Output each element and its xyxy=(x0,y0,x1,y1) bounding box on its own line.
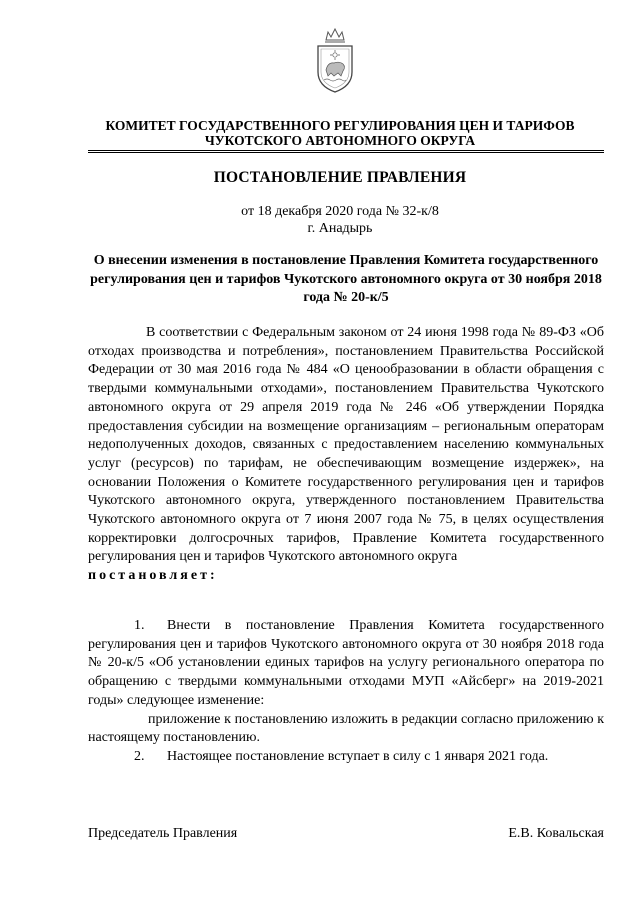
organization-name-line1: КОМИТЕТ ГОСУДАРСТВЕННОГО РЕГУЛИРОВАНИЯ ЦЕН И ТАРИФОВ xyxy=(105,118,575,133)
decree-item-2 xyxy=(88,748,604,767)
header-divider xyxy=(88,150,604,151)
decree-item-text: Внести в постановление Правления Комитета государственного регулирования цен и тарифов Чукотского автономного округа от 30 ноября 2018 года № 20-к/5 «Об установлении единых тарифов на услугу регионального оператора по обращению с твердыми коммунальными отходами МУП «Айсберг» на 2019-2021 годы» следующее изменение: xyxy=(88,618,604,708)
signatory-name: Е.В. Ковальская xyxy=(508,826,604,841)
document-title: ПОСТАНОВЛЕНИЕ ПРАВЛЕНИЯ xyxy=(213,169,467,186)
document-city: г. Анадырь xyxy=(307,221,373,236)
decree-item-number: 2. xyxy=(134,748,145,764)
document-body xyxy=(88,324,604,586)
decree-item-1 xyxy=(88,617,604,711)
organization-name-line2: ЧУКОТСКОГО АВТОНОМНОГО ОКРУГА xyxy=(204,133,476,148)
organization-name xyxy=(60,118,620,148)
decree-item-1-subparagraph: приложение к постановлению изложить в редакции согласно приложению к настоящему постановлению. xyxy=(88,711,604,746)
decree-item-text: Настоящее постановление вступает в силу с 1 января 2021 года. xyxy=(167,748,549,764)
header-divider-second xyxy=(88,152,604,153)
signatory-position: Председатель Правления xyxy=(88,826,238,841)
document-date-number: от 18 декабря 2020 года № 32-к/8 xyxy=(241,204,439,219)
document-subject: О внесении изменения в постановление Правления Комитета государственного регулирования цен и тарифов Чукотского автономного округа от 30 ноября 2018 года № 20-к/5 xyxy=(90,253,602,305)
decree-items xyxy=(88,617,604,767)
decree-word: постановляет: xyxy=(88,568,218,584)
preamble-paragraph: В соответствии с Федеральным законом от 24 июня 1998 года № 89-ФЗ «Об отходах производства и потребления», постановлением Правительства Российской Федерации от 30 мая 2016 года № 484 «О ценообразовании в области обращения с твердыми коммунальными отходами», постановлением Правительства Чукотского автономного округа от 29 апреля 2019 года № 246 «Об утверждении Порядка предоставления субсидии на возмещение организациям – региональным операторам недополученных доходов, связанных с предоставлением населению коммунальных услуг (ресурсов) по тарифам, не обеспечивающим возмещение издержек», на основании Положения о Комитете государственного регулирования цен и тарифов Чукотского автономного округа, утвержденного постановлением Правительства Чукотского автономного округа от 7 июня 2007 года № 75, в целях осуществления корректировки долгосрочных тарифов, Правление Комитета государственного регулирования цен и тарифов Чукотского автономного округа xyxy=(88,325,604,565)
coat-of-arms-icon xyxy=(312,26,358,96)
decree-item-number: 1. xyxy=(134,618,145,633)
